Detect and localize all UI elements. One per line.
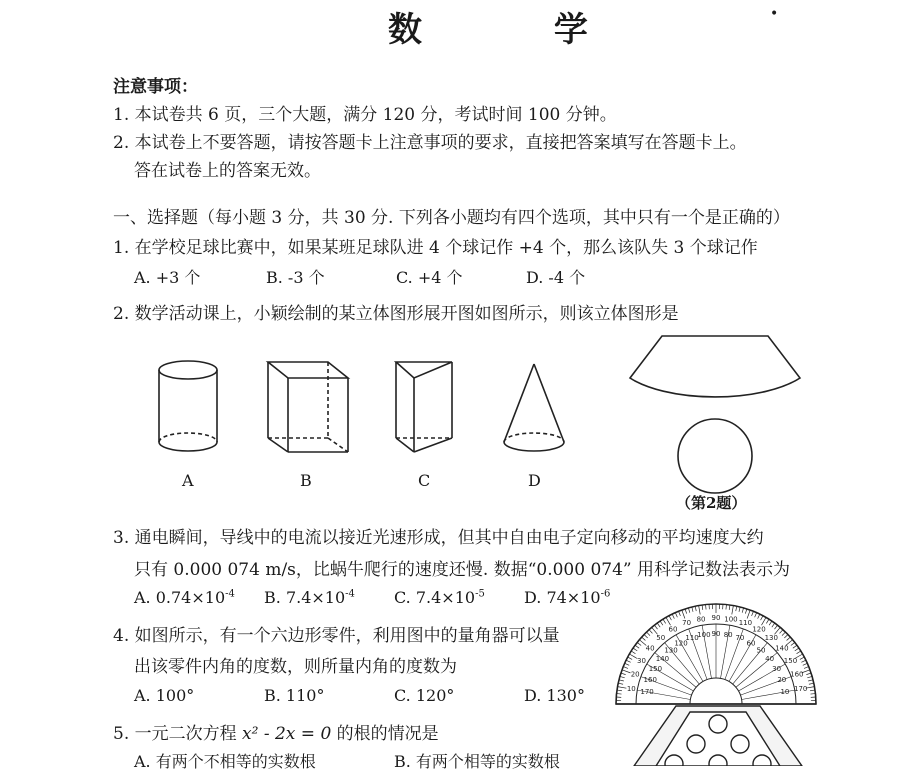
protractor-tick [625,663,630,665]
question-5-option-a: A. 有两个不相等的实数根 [134,749,316,772]
protractor-outer-label: 50 [656,634,665,642]
protractor-tick [679,611,681,616]
protractor-tick [622,670,630,673]
notice-item-1: 1. 本试卷共 6 页，三个大题，满分 120 分，考试时间 100 分钟。 [113,100,617,125]
protractor-inner-label: 130 [664,646,677,654]
protractor-tick [629,654,637,659]
protractor-tick [628,657,632,659]
protractor-tick [752,611,754,616]
protractor-tick [649,630,652,634]
protractor-outer-label: 150 [784,657,797,665]
protractor-outer-label: 70 [682,619,691,627]
protractor-tick [800,657,804,659]
protractor-tick [672,614,674,618]
protractor-tick [620,676,625,677]
protractor-tick [755,613,757,618]
question-3-option-a: A. $0.74\times 10^{-4}$ [134,588,235,607]
question-3-stem-line-2: 只有 0.000 074 m/s，比蜗牛爬行的速度还慢. 数据“0.000 074” 用科学记数法表示为 [134,555,790,580]
protractor-tick [766,619,769,623]
protractor-tick [644,635,648,638]
protractor-tick [637,642,641,645]
protractor-outer-label: 30 [637,657,646,665]
protractor-tick [732,606,734,615]
protractor-outer-label: 160 [790,671,803,679]
protractor-inner-label: 30 [772,665,781,673]
question-3-stem-line-1: 3. 通电瞬间，导线中的电流以接近光速形成，但其中自由电子定向移动的平均速度大约 [113,523,764,548]
protractor-inner-label: 40 [765,655,774,663]
figure-caption: （第2题） [676,492,746,513]
protractor-tick [758,614,760,618]
protractor-tick [619,680,624,681]
protractor-tick [669,616,671,620]
question-1-option-c: C. +4 个 [396,265,463,288]
notice-item-2-line-1: 2. 本试卷上不要答题，请按答题卡上注意事项的要求，直接把答案填写在答题卡上。 [113,128,747,153]
protractor-tick [787,637,791,640]
protractor-tick [642,637,646,640]
protractor-tick [795,648,799,651]
protractor-inner-label: 70 [735,634,744,642]
page-title: 数 学 [388,2,648,51]
question-4-stem-line-1: 4. 如图所示，有一个六边形零件，利用图中的量角器可以量 [113,621,560,646]
protractor-tick [688,608,689,613]
corner-mark: • [770,6,778,22]
protractor-outer-label: 90 [712,614,721,622]
protractor-tick [745,609,747,614]
protractor-outer-label: 130 [765,634,778,642]
protractor-tick [618,683,623,684]
question-5-option-b: B. 有两个相等的实数根 [394,749,560,772]
protractor-tick [801,660,805,662]
protractor-tick [747,610,750,618]
protractor-inner-label: 10 [780,688,789,696]
protractor-outer-label: 20 [631,671,640,679]
protractor-outer-label: 60 [669,626,678,634]
protractor-tick [797,651,801,654]
protractor-outer-label: 110 [739,619,752,627]
question-3-option-d: D. $74\times 10^{-6}$ [524,588,610,607]
protractor-inner-label: 90 [712,630,721,638]
protractor-tick [682,610,685,618]
protractor-tick [807,676,812,677]
notice-item-2-line-2: 答在试卷上的答案无效。 [134,156,321,181]
protractor-tick [729,605,730,610]
question-2-stem: 2. 数学活动课上，小颖绘制的某立体图形展开图如图所示，则该立体图形是 [113,299,679,324]
protractor-tick [793,645,797,648]
question-4-option-d: D. 130° [524,686,585,705]
question-4-option-a: A. 100° [134,686,194,705]
protractor-tick [762,617,767,625]
protractor-tick [772,623,775,627]
protractor-tick [699,606,701,615]
question-5-stem: 5. 一元二次方程 x² - 2x = 0 的根的情况是 [113,719,439,744]
protractor-inner-label: 120 [674,639,687,647]
question-4-option-c: C. 120° [394,686,454,705]
protractor-tick [780,630,783,634]
protractor-tick [806,673,811,675]
protractor-inner-label: 170 [640,688,653,696]
protractor-tick [810,690,815,691]
protractor-tick [618,687,627,689]
protractor-inner-label: 80 [724,631,733,639]
protractor-tick [617,690,622,691]
protractor-inner-label: 110 [685,634,698,642]
protractor-tick [621,673,626,675]
figure-label-c: C [418,471,430,490]
figure-label-a: A [182,471,194,490]
protractor-tick [654,625,657,629]
protractor-tick [695,606,696,611]
protractor-inner-label: 140 [656,655,669,663]
protractor-tick [809,683,814,684]
protractor-outer-label: 120 [752,626,765,634]
protractor-outer-label: 80 [697,615,706,623]
protractor-tick [782,632,785,636]
protractor-inner-label: 60 [747,639,756,647]
protractor-tick [685,609,687,614]
protractor-inner-label: 50 [757,646,766,654]
section-heading: 一、选择题（每小题 3 分，共 30 分. 下列各小题均有四个选项，其中只有一个是正确的） [113,203,790,228]
question-1-option-d: D. -4 个 [526,265,585,288]
protractor-tick [647,632,650,636]
protractor-outer-label: 100 [724,615,737,623]
protractor-tick [769,621,772,625]
protractor-outer-label: 40 [646,645,655,653]
protractor-tick [666,617,671,625]
protractor-tick [804,667,809,669]
protractor-tick [657,623,660,627]
protractor-outer-label: 10 [627,685,636,693]
protractor-tick [660,621,663,625]
protractor-tick [702,605,703,610]
protractor-outer-label: 140 [775,645,788,653]
protractor-tick [623,667,628,669]
question-1-option-b: B. -3 个 [266,265,325,288]
protractor-tick [631,651,635,654]
question-3-option-b: B. $7.4\times 10^{-4}$ [264,588,355,607]
protractor-tick [791,642,795,645]
protractor-tick [692,607,693,612]
figure-label-d: D [528,471,541,490]
question-1-stem: 1. 在学校足球比赛中，如果某班足球队进 4 个球记作 +4 个，那么该队失 3 个球记作 [113,233,758,258]
protractor-tick [633,648,637,651]
protractor-tick [635,645,639,648]
protractor-tick [808,680,813,681]
notice-heading: 注意事项： [113,72,198,97]
protractor-tick [626,660,630,662]
protractor-tick [675,613,677,618]
protractor-inner-label: 150 [649,665,662,673]
question-1-option-a: A. +3 个 [134,265,200,288]
question-4-stem-line-2: 出该零件内角的度数，则所量内角的度数为 [134,652,457,677]
protractor-inner-label: 160 [644,676,657,684]
protractor-tick [761,616,763,620]
protractor-tick [803,663,808,665]
protractor-inner-label: 100 [697,631,710,639]
question-5-equation: x² - 2x = 0 [242,724,331,744]
protractor-tick [739,607,740,612]
protractor-outer-label: 170 [794,685,807,693]
question-3-option-c: C. $7.4\times 10^{-5}$ [394,588,485,607]
protractor-tick [742,608,743,613]
protractor-inner-label: 20 [777,676,786,684]
question-4-option-b: B. 110° [264,686,324,705]
figure-label-b: B [300,471,312,490]
protractor-tick [774,625,777,629]
protractor-tick [663,619,666,623]
protractor-tick [784,635,788,638]
protractor-tick [736,606,737,611]
